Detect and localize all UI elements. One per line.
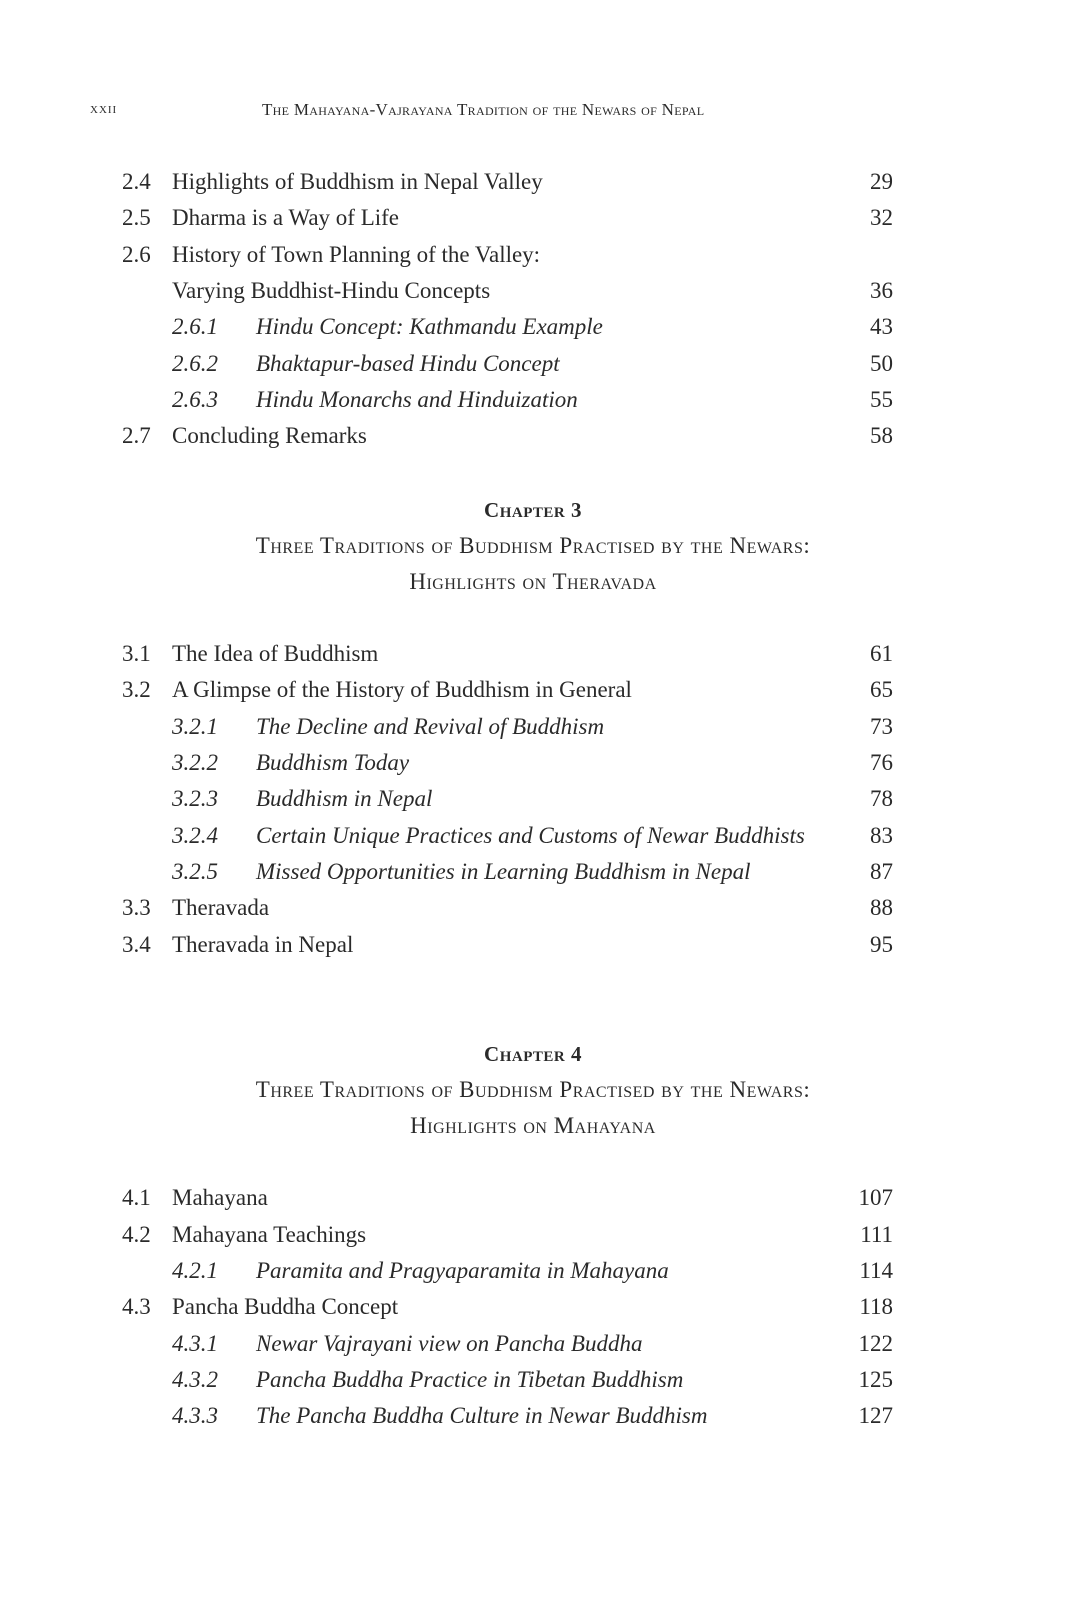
section-number: 3.2.2	[172, 750, 218, 775]
section-page: 114	[859, 1258, 893, 1283]
chapter-title-line-2: Highlights on Theravada	[409, 569, 657, 594]
section-number: 4.2	[122, 1222, 151, 1247]
toc-subentry[interactable]	[0, 781, 1066, 817]
section-number: 2.6.2	[172, 351, 218, 376]
toc-entry[interactable]	[0, 890, 1066, 926]
toc-subentry[interactable]	[0, 1398, 1066, 1434]
section-title: The Pancha Buddha Culture in Newar Buddhism	[256, 1403, 708, 1428]
section-number: 2.6	[122, 242, 151, 267]
section-number: 4.2.1	[172, 1258, 218, 1283]
section-number: 3.4	[122, 932, 151, 957]
toc-entry[interactable]	[0, 1180, 1066, 1216]
toc-entry[interactable]	[0, 672, 1066, 708]
toc-entry[interactable]	[0, 1217, 1066, 1253]
section-title: Buddhism in Nepal	[256, 786, 433, 811]
section-number: 4.3.1	[172, 1331, 218, 1356]
section-title: Hindu Monarchs and Hinduization	[256, 387, 578, 412]
toc-entry[interactable]	[0, 200, 1066, 236]
section-title: The Idea of Buddhism	[172, 641, 379, 666]
section-page: 29	[870, 169, 893, 194]
section-title: Paramita and Pragyaparamita in Mahayana	[256, 1258, 669, 1283]
running-head	[0, 100, 1066, 124]
section-number: 4.1	[122, 1185, 151, 1210]
section-page: 55	[870, 387, 893, 412]
toc-subentry[interactable]	[0, 745, 1066, 781]
toc-subentry[interactable]	[0, 818, 1066, 854]
toc-entry[interactable]	[0, 636, 1066, 672]
section-title: Dharma is a Way of Life	[172, 205, 400, 230]
section-title: Varying Buddhist-Hindu Concepts	[172, 278, 491, 303]
section-number: 4.3	[122, 1294, 151, 1319]
section-title: Mahayana Teachings	[172, 1222, 367, 1247]
chapter-label: Chapter 4	[484, 1042, 582, 1066]
section-number: 3.2.5	[172, 859, 218, 884]
toc-subentry[interactable]	[0, 1326, 1066, 1362]
section-page: 32	[870, 205, 893, 230]
toc-subentry[interactable]	[0, 346, 1066, 382]
section-number: 3.2	[122, 677, 151, 702]
toc-entry[interactable]	[0, 927, 1066, 963]
chapter-4-heading	[0, 1036, 1066, 1144]
toc-subentry[interactable]	[0, 1253, 1066, 1289]
chapter-title-line-1: Three Traditions of Buddhism Practised by the Newars:	[255, 533, 811, 558]
section-page: 87	[870, 859, 893, 884]
section-page: 76	[870, 750, 893, 775]
toc-entry[interactable]	[0, 418, 1066, 454]
chapter-title-line-2: Highlights on Mahayana	[410, 1113, 656, 1138]
section-number: 2.4	[122, 169, 151, 194]
section-number: 2.5	[122, 205, 151, 230]
section-number: 3.2.1	[172, 714, 218, 739]
section-number: 3.2.3	[172, 786, 218, 811]
section-number: 3.2.4	[172, 823, 218, 848]
book-title: The Mahayana-Vajrayana Tradition of the Newars of Nepal	[262, 100, 705, 119]
toc-subentry[interactable]	[0, 709, 1066, 745]
section-page: 65	[870, 677, 893, 702]
section-page: 73	[870, 714, 893, 739]
section-title: Theravada	[172, 895, 270, 920]
section-title: Bhaktapur-based Hindu Concept	[256, 351, 560, 376]
chapter-title-line-1: Three Traditions of Buddhism Practised by the Newars:	[255, 1077, 811, 1102]
section-page: 83	[870, 823, 893, 848]
chapter-label: Chapter 3	[484, 498, 582, 522]
section-page: 78	[870, 786, 893, 811]
section-page: 43	[870, 314, 893, 339]
section-title: Newar Vajrayani view on Pancha Buddha	[256, 1331, 643, 1356]
section-page: 95	[870, 932, 893, 957]
section-page: 111	[860, 1222, 893, 1247]
section-page: 107	[858, 1185, 893, 1210]
section-number: 3.1	[122, 641, 151, 666]
section-page: 36	[870, 278, 893, 303]
section-title: A Glimpse of the History of Buddhism in General	[172, 677, 632, 702]
section-number: 2.7	[122, 423, 151, 448]
toc-entry-continuation[interactable]	[0, 273, 1066, 309]
section-number: 2.6.3	[172, 387, 218, 412]
section-page: 61	[870, 641, 893, 666]
section-title: Mahayana	[172, 1185, 268, 1210]
section-page: 118	[859, 1294, 893, 1319]
section-title: Buddhism Today	[256, 750, 410, 775]
toc-subentry[interactable]	[0, 854, 1066, 890]
section-number: 2.6.1	[172, 314, 218, 339]
section-number: 4.3.2	[172, 1367, 218, 1392]
section-title: Certain Unique Practices and Customs of Newar Buddhists	[256, 823, 805, 848]
toc-entry[interactable]	[0, 1289, 1066, 1325]
toc-subentry[interactable]	[0, 309, 1066, 345]
section-page: 122	[858, 1331, 893, 1356]
section-title: Concluding Remarks	[172, 423, 367, 448]
toc-subentry[interactable]	[0, 382, 1066, 418]
chapter-3-heading	[0, 492, 1066, 600]
section-title: Pancha Buddha Concept	[172, 1294, 399, 1319]
section-title: The Decline and Revival of Buddhism	[256, 714, 605, 739]
section-page: 125	[858, 1367, 893, 1392]
page-number: xxii	[90, 100, 118, 117]
section-title: History of Town Planning of the Valley:	[172, 242, 541, 267]
section-page: 50	[870, 351, 893, 376]
toc-subentry[interactable]	[0, 1362, 1066, 1398]
section-title: Theravada in Nepal	[172, 932, 354, 957]
section-page: 88	[870, 895, 893, 920]
toc-entry[interactable]	[0, 164, 1066, 200]
section-title: Missed Opportunities in Learning Buddhism in Nepal	[256, 859, 751, 884]
section-page: 127	[858, 1403, 893, 1428]
section-page: 58	[870, 423, 893, 448]
section-number: 4.3.3	[172, 1403, 218, 1428]
toc-entry[interactable]	[0, 237, 1066, 273]
section-title: Pancha Buddha Practice in Tibetan Buddhism	[256, 1367, 684, 1392]
section-title: Highlights of Buddhism in Nepal Valley	[172, 169, 543, 194]
section-number: 3.3	[122, 895, 151, 920]
section-title: Hindu Concept: Kathmandu Example	[256, 314, 603, 339]
